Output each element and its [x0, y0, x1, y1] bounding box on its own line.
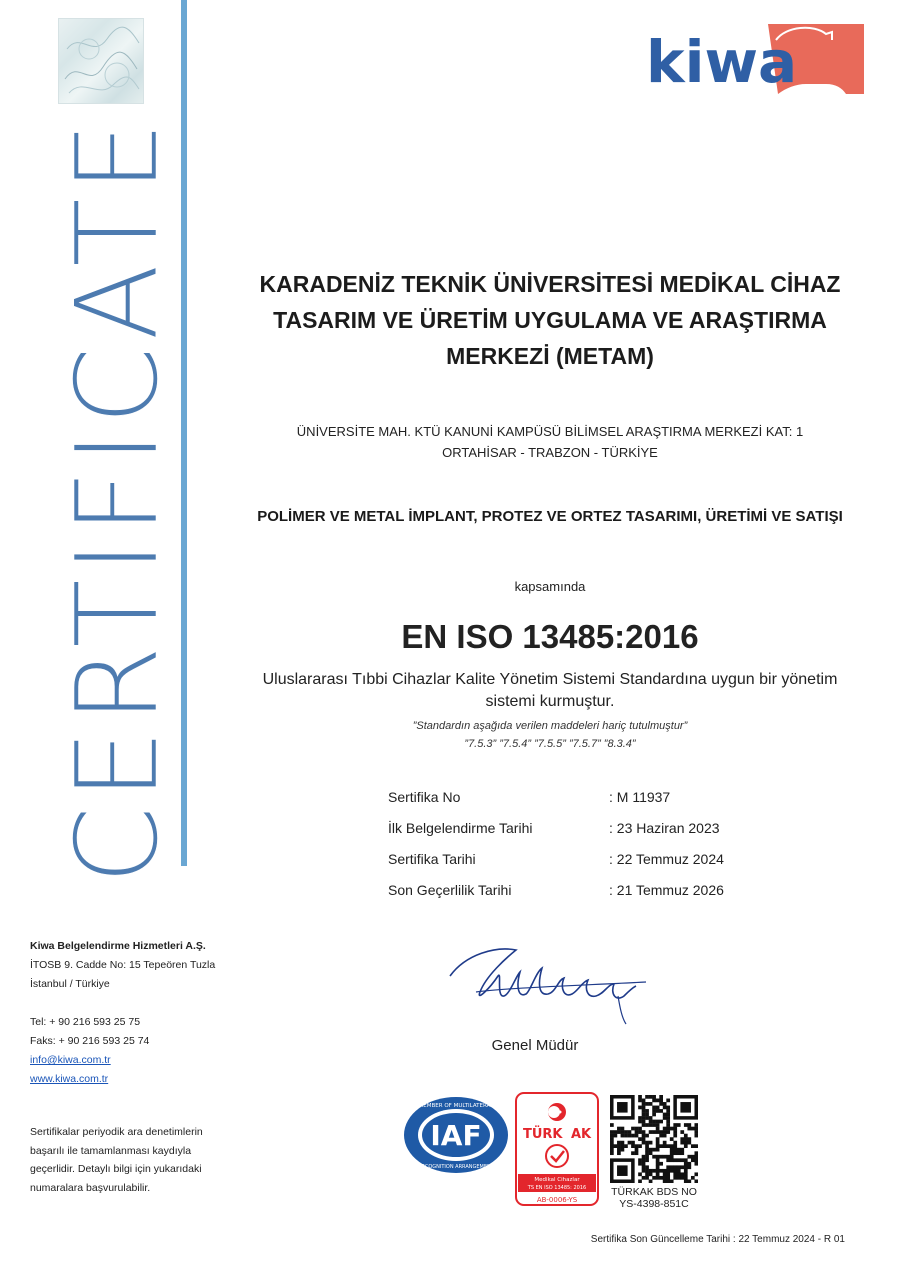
footer-update-date: Sertifika Son Güncelleme Tarihi : 22 Temmuz 2024 - R 01: [590, 1234, 845, 1245]
address-line-2: ORTAHİSAR - TRABZON - TÜRKİYE: [442, 445, 658, 460]
exclusion-line-2: ”7.5.3” ”7.5.4” ”7.5.5” ”7.5.7” ”8.3.4”: [464, 738, 636, 750]
note-line-2: başarılı ile tamamlanması kaydıyla: [30, 1144, 192, 1157]
description-line-2: sistemi kurmuştur.: [485, 693, 615, 710]
qr-caption: [604, 1186, 704, 1210]
detail-label: Sertifika Tarihi: [388, 851, 476, 867]
note-line-4: numaralara başvurulabilir.: [30, 1181, 151, 1194]
standard-title: EN ISO 13485:2016: [401, 618, 699, 655]
turkak-brand-a: TÜRK: [523, 1127, 563, 1142]
iaf-ring-top: MEMBER OF MULTILATERAL: [418, 1103, 494, 1109]
certificate-side-text: CERTIFICATE: [53, 115, 183, 885]
scope-suffix: kapsamında: [514, 579, 586, 594]
address-line-1: ÜNİVERSİTE MAH. KTÜ KANUNİ KAMPÜSÜ BİLİMSEL ARAŞTIRMA MERKEZİ KAT: 1: [296, 424, 804, 439]
iaf-logo: [402, 1095, 510, 1175]
iaf-ring-bottom: RECOGNITION ARRANGEMENT: [418, 1164, 494, 1170]
detail-row-certificate-date: [388, 851, 788, 871]
iaf-text: IAF: [430, 1119, 482, 1152]
company-name: [200, 266, 900, 374]
detail-value: : M 11937: [609, 789, 671, 805]
detail-value: : 23 Haziran 2023: [609, 820, 720, 836]
detail-value: : 21 Temmuz 2026: [609, 882, 724, 898]
issuer-website-link[interactable]: www.kiwa.com.tr: [30, 1073, 109, 1085]
kiwa-logo-text: kiwa: [646, 28, 798, 96]
signature-title: Genel Müdür: [491, 1037, 579, 1054]
detail-row-certificate-no: [388, 789, 788, 809]
company-line-1: KARADENİZ TEKNİK ÜNİVERSİTESİ MEDİKAL CİHAZ: [259, 271, 841, 297]
certification-scope: POLİMER VE METAL İMPLANT, PROTEZ VE ORTEZ TASARIMI, ÜRETİMİ VE SATIŞI: [257, 508, 843, 525]
issuer-info: [30, 937, 270, 1089]
detail-label: İlk Belgelendirme Tarihi: [388, 820, 533, 836]
detail-label: Sertifika No: [388, 789, 461, 805]
standard-description: [200, 669, 900, 713]
turkak-logo: [515, 1092, 599, 1206]
signature: [446, 936, 656, 1028]
detail-row-expiry-date: [388, 882, 788, 902]
issuer-phone: Tel: + 90 216 593 25 75: [30, 1016, 141, 1028]
turkak-brand-b: AK: [571, 1127, 592, 1142]
issuer-address-2: İstanbul / Türkiye: [30, 978, 110, 990]
issuer-email-link[interactable]: info@kiwa.com.tr: [30, 1054, 111, 1066]
detail-label: Son Geçerlilik Tarihi: [388, 882, 512, 898]
detail-row-first-certification-date: [388, 820, 788, 840]
turkak-scope-line-1: Medikal Cihazlar: [534, 1177, 580, 1183]
note-line-1: Sertifikalar periyodik ara denetimlerin: [30, 1126, 203, 1138]
exclusions-note: [200, 717, 900, 753]
company-line-2: TASARIM VE ÜRETİM UYGULAMA VE ARAŞTIRMA: [273, 307, 827, 333]
qr-code: [610, 1095, 698, 1183]
description-line-1: Uluslararası Tıbbi Cihazlar Kalite Yönetim Sistemi Standardına uygun bir yönetim: [262, 671, 838, 688]
validity-note: [30, 1123, 260, 1197]
note-line-3: geçerlidir. Detaylı bilgi için yukarıdaki: [30, 1163, 202, 1175]
detail-value: : 22 Temmuz 2024: [609, 851, 724, 867]
qr-caption-line-2: YS-4398-851C: [619, 1198, 689, 1210]
qr-caption-line-1: TÜRKAK BDS NO: [611, 1186, 697, 1198]
company-address: [200, 421, 900, 463]
kiwa-logo: [646, 18, 866, 98]
issuer-fax: Faks: + 90 216 593 25 74: [30, 1035, 150, 1047]
company-line-3: MERKEZİ (METAM): [446, 343, 654, 369]
hologram-sticker: [58, 18, 144, 104]
turkak-code: AB-0006-YS: [536, 1196, 578, 1204]
issuer-address-1: İTOSB 9. Cadde No: 15 Tepeören Tuzla: [30, 959, 216, 971]
exclusion-line-1: ”Standardın aşağıda verilen maddeleri hariç tutulmuştur”: [412, 720, 688, 732]
turkak-scope-line-2: TS EN ISO 13485: 2016: [527, 1185, 587, 1191]
issuer-name: Kiwa Belgelendirme Hizmetleri A.Ş.: [30, 940, 206, 952]
